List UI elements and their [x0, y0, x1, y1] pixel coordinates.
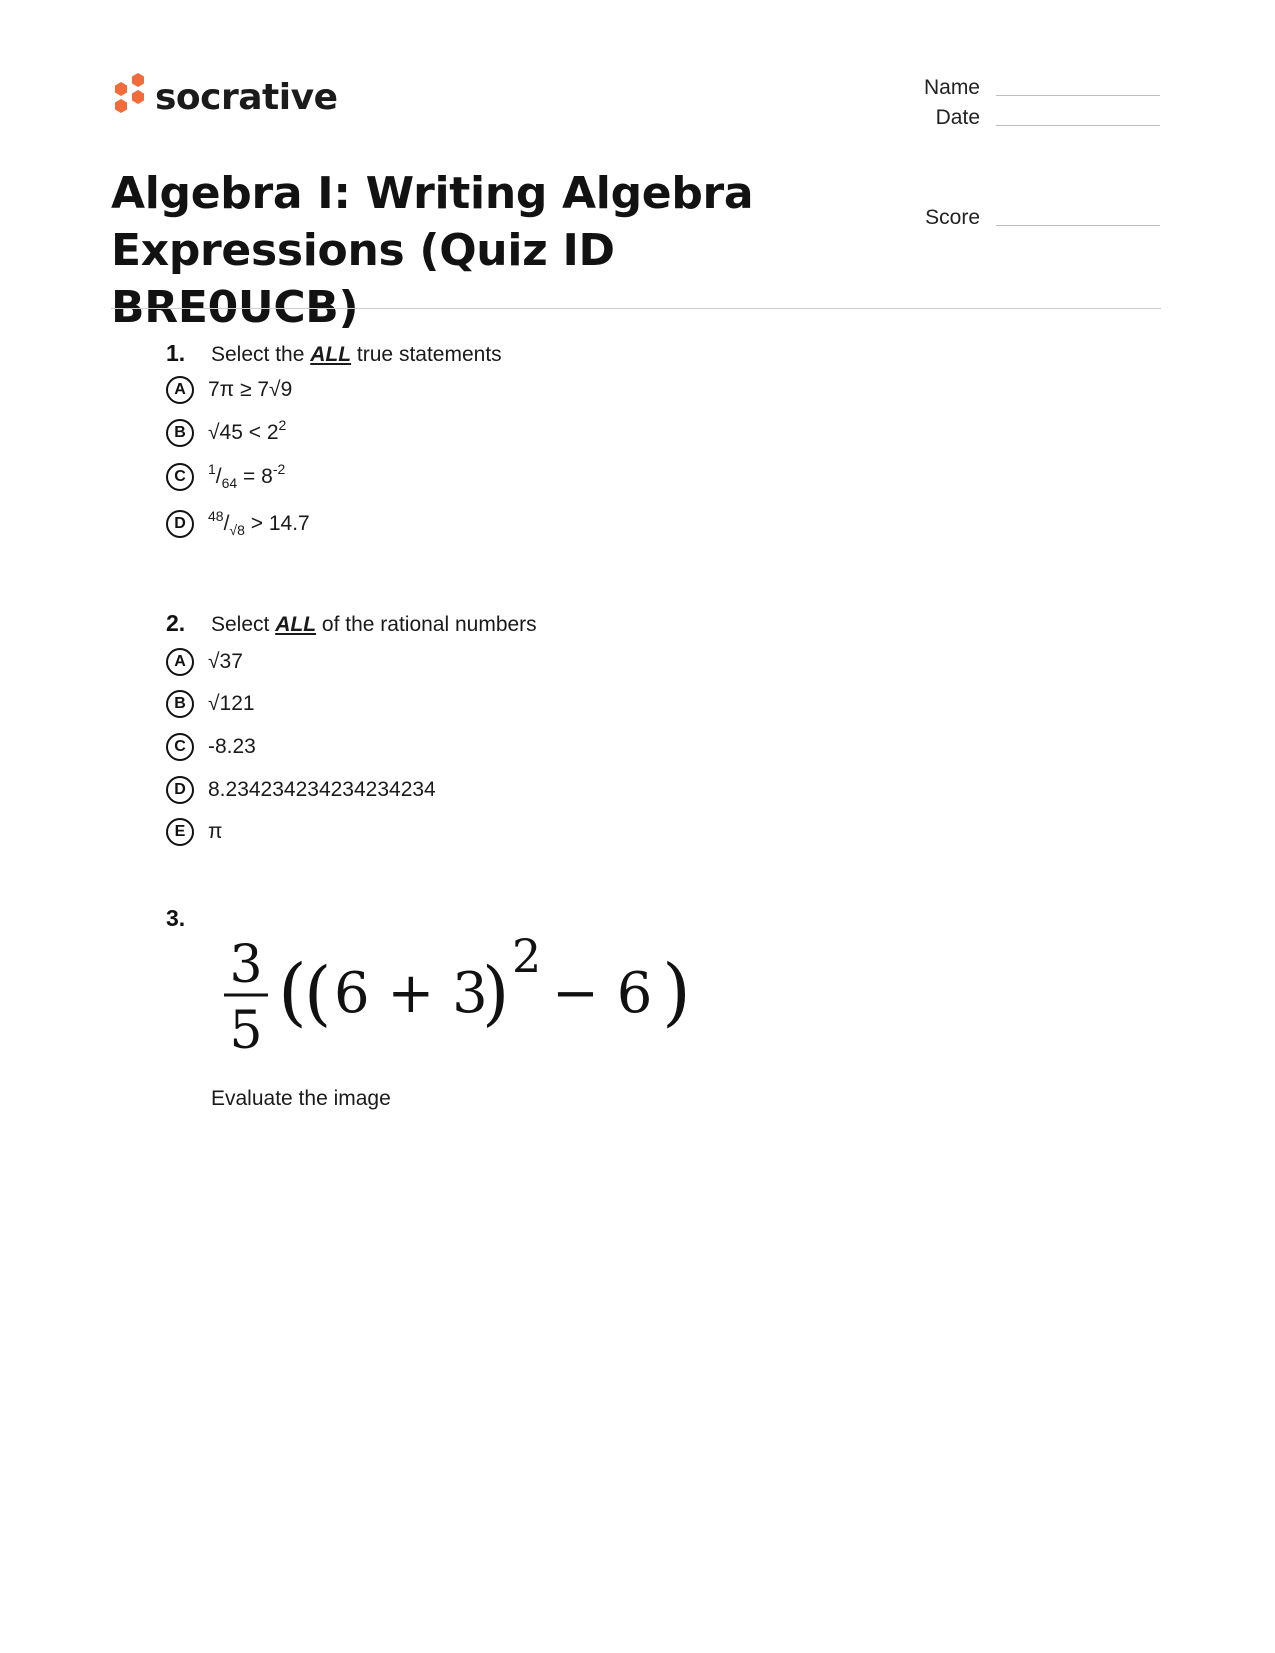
choice-rest: > 14.7 [244, 512, 310, 535]
score-field[interactable] [880, 206, 1160, 230]
choice-letter-badge[interactable]: E [166, 818, 194, 846]
fraction-numerator: 48 [208, 508, 224, 524]
date-field[interactable] [880, 106, 1160, 130]
choice-text: π [208, 820, 223, 843]
date-label: Date [935, 106, 980, 129]
choice-c[interactable] [166, 733, 256, 761]
choice-b[interactable] [166, 419, 286, 447]
math-open-paren-outer: ( [278, 949, 307, 1035]
choice-text: √121 [208, 692, 255, 715]
brand-name: socrative [155, 76, 338, 118]
question-3 [166, 905, 211, 939]
choice-letter-badge[interactable]: D [166, 510, 194, 538]
fraction-numerator: 1 [208, 461, 216, 477]
math-inner-expression: 6 + 3 [334, 961, 488, 1026]
choice-a[interactable] [166, 648, 243, 676]
prompt-before: Select the [211, 343, 305, 366]
choice-letter-badge[interactable]: C [166, 733, 194, 761]
math-close-paren-inner: ) [482, 952, 510, 1034]
question-number: 3. [166, 905, 186, 931]
question-prompt [211, 343, 502, 367]
name-label: Name [923, 76, 980, 99]
prompt-before: Select [211, 613, 270, 636]
name-line[interactable] [996, 94, 1160, 96]
choice-text: -8.23 [208, 735, 256, 758]
fraction-denominator: 64 [221, 475, 238, 491]
choice-a[interactable] [166, 376, 292, 404]
math-expression-image [222, 932, 692, 1057]
choice-letter-badge[interactable]: B [166, 419, 194, 447]
choice-text: √37 [208, 650, 243, 673]
date-line[interactable] [996, 124, 1160, 126]
header-divider [111, 308, 1161, 309]
choice-text: $^{48}/_{√8} > 14.7$ [208, 508, 310, 538]
choice-letter-badge[interactable]: A [166, 376, 194, 404]
question-number: 1. [166, 340, 186, 366]
choice-letter-badge[interactable]: D [166, 776, 194, 804]
choice-text: 8.234234234234234234 [208, 778, 436, 801]
choice-letter-badge[interactable]: A [166, 648, 194, 676]
choice-d[interactable] [166, 776, 436, 804]
math-exponent: 2 [512, 932, 542, 983]
choice-letter-badge[interactable]: B [166, 690, 194, 718]
prompt-emphasis: ALL [275, 613, 317, 636]
math-open-paren-inner: ( [304, 952, 332, 1034]
fraction-denominator: √8 [229, 522, 245, 538]
question-2 [166, 610, 537, 843]
choice-letter-badge[interactable]: C [166, 463, 194, 491]
choice-rest: = 8 [237, 465, 273, 488]
math-close-paren-outer: ) [662, 949, 691, 1035]
question-number: 2. [166, 610, 186, 636]
score-line[interactable] [996, 224, 1160, 226]
prompt-after: of the rational numbers [321, 613, 537, 636]
prompt-emphasis: ALL [310, 343, 352, 366]
question-1 [166, 340, 502, 538]
math-minus-term: − 6 [552, 961, 653, 1026]
question-3-caption: Evaluate the image [211, 1087, 391, 1110]
choice-text: 7π ≥ 7√9 [208, 378, 293, 401]
quiz-title: Algebra I: Writing Algebra Expressions (Quiz ID BRE0UCB) [111, 168, 754, 333]
choice-e[interactable] [166, 818, 223, 846]
choice-text [208, 417, 287, 445]
choice-base: √45 < 2 [208, 421, 279, 444]
choice-c[interactable] [166, 463, 285, 491]
choice-exponent: -2 [272, 461, 286, 477]
prompt-after: true statements [356, 343, 502, 366]
choice-b[interactable] [166, 690, 255, 718]
math-denominator: 5 [229, 1001, 263, 1057]
choice-exponent: 2 [278, 417, 287, 433]
socrative-hexagon-icon [111, 73, 147, 121]
name-field[interactable] [880, 76, 1160, 100]
score-label: Score [925, 206, 980, 229]
choice-d[interactable] [166, 510, 310, 538]
socrative-logo [111, 72, 337, 122]
math-numerator: 3 [229, 935, 263, 995]
question-prompt [211, 613, 537, 637]
choice-text: $^1/_{64} = 8^{-2}$ [208, 461, 286, 491]
